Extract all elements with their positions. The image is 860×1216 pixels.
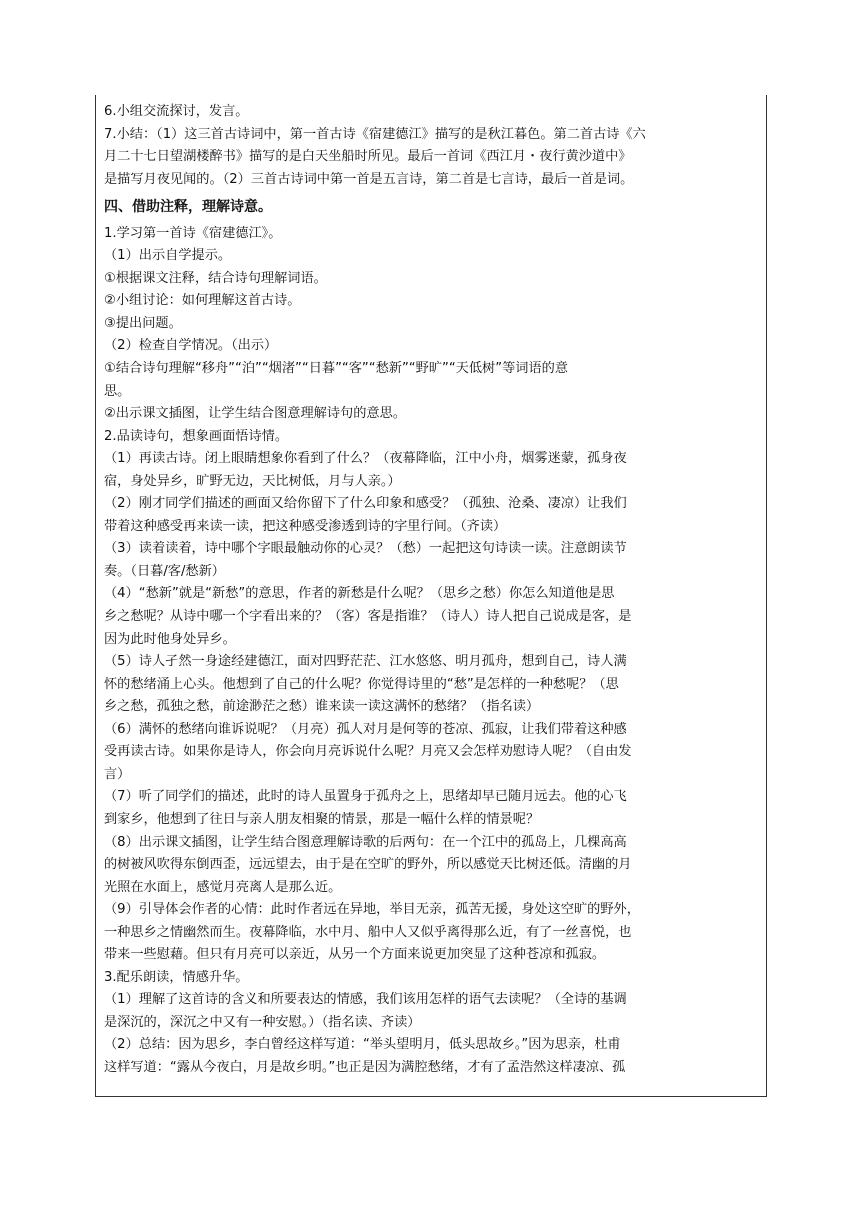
- text-line: 7.小结：（1）这三首古诗词中，第一首古诗《宿建德江》描写的是秋江暮色。第二首古诗《六: [104, 126, 646, 142]
- text-line: （6）满怀的愁绪向谁诉说呢？（月亮）孤人对月是何等的苍凉、孤寂，让我们带着这种感: [104, 721, 627, 737]
- text-line: （2）总结：因为思乡，李白曾经这样写道：“举头望明月，低头思故乡。”因为思亲，杜甫: [104, 1037, 621, 1053]
- table-cell: [95, 95, 767, 1097]
- text-line: （8）出示课文插图，让学生结合图意理解诗歌的后两句：在一个江中的孤岛上，几棵高高: [104, 834, 627, 850]
- text-line: 带着这种感受再来读一读，把这种感受渗透到诗的字里行间。（齐读）: [104, 518, 507, 534]
- text-line: （9）引导体会作者的心情：此时作者远在异地，举目无亲，孤苦无援，身处这空旷的野外，: [104, 902, 640, 918]
- lesson-content: [104, 223, 761, 1080]
- text-line: ③提出问题。: [104, 315, 182, 331]
- text-line: 1.学习第一首诗《宿建德江》。: [104, 225, 282, 241]
- text-line: 6.小组交流探讨，发言。: [104, 104, 249, 119]
- text-line: 受再读古诗。如果你是诗人，你会向月亮诉说什么呢？月亮又会怎样劝慰诗人呢？（自由发: [104, 744, 632, 760]
- text-line: 到家乡，他想到了往日与亲人朋友相聚的情景，那是一幅什么样的情景呢？: [104, 811, 540, 827]
- section-heading: 四、借助注释，理解诗意。: [104, 199, 272, 216]
- text-line: 乡之愁，孤独之愁，前途渺茫之愁）谁来读一读这满怀的愁绪？（指名读）: [104, 699, 540, 715]
- text-line: （5）诗人孑然一身途经建德江，面对四野茫茫、江水悠悠、明月孤舟，想到自己，诗人满: [104, 654, 627, 670]
- text-line: 月二十七日望湖楼醉书》描写的是白天坐船时所见。最后一首词《西江月・夜行黄沙道中》: [104, 149, 632, 165]
- text-line: 一种思乡之情幽然而生。夜幕降临，水中月、船中人又似乎离得那么近，有了一丝喜悦，也: [104, 924, 632, 940]
- summary-section: [104, 101, 761, 191]
- text-line: （4）“愁新”就是“新愁”的意思，作者的新愁是什么呢？（思乡之愁）你怎么知道他是思: [104, 586, 615, 602]
- text-line: （1）理解了这首诗的含义和所要表达的情感，我们该用怎样的语气去读呢？（全诗的基调: [104, 992, 627, 1008]
- text-line: 这样写道：“露从今夜白，月是故乡明。”也正是因为满腔愁绪，才有了孟浩然这样凄凉、孤: [104, 1059, 626, 1075]
- text-line: （1）再读古诗。闭上眼睛想象你看到了什么？（夜幕降临，江中小舟，烟雾迷蒙，孤身夜: [104, 451, 627, 467]
- text-line: 光照在水面上，感觉月亮离人是那么近。: [104, 879, 342, 895]
- text-line: ①结合诗句理解“移舟”“泊”“烟渚”“日暮”“客”“愁新”“野旷”“天低树”等词语的意: [104, 361, 569, 377]
- text-line: ②小组讨论：如何理解这首古诗。: [104, 293, 301, 309]
- text-line: 是描写月夜见闻的。（2）三首古诗词中第一首是五言诗，第二首是七言诗，最后一首是词。: [104, 171, 634, 187]
- text-line: ①根据课文注释，结合诗句理解词语。: [104, 270, 327, 286]
- text-line: ②出示课文插图，让学生结合图意理解诗句的意思。: [104, 406, 406, 422]
- text-line: 奏。（日暮/客/愁新）: [104, 563, 225, 579]
- text-line: 2.品读诗句，想象画面悟诗情。: [104, 428, 289, 444]
- text-line: 因为此时他身处异乡。: [104, 631, 236, 647]
- text-line: 思。: [104, 383, 131, 399]
- text-line: 3.配乐朗读，情感升华。: [104, 969, 249, 985]
- text-line: （3）读着读着，诗中哪个字眼最触动你的心灵？（愁）一起把这句诗读一读。注意朗读节: [104, 541, 627, 557]
- text-line: 怀的愁绪涌上心头。他想到了自己的什么呢？你觉得诗里的“愁”是怎样的一种愁呢？（思: [104, 676, 619, 692]
- text-line: 言）: [104, 766, 131, 782]
- text-line: 的树被风吹得东倒西歪，远远望去，由于是在空旷的野外，所以感觉天比树还低。清幽的月: [104, 857, 632, 873]
- text-line: 带来一些慰藉。但只有月亮可以亲近，从另一个方面来说更加突显了这种苍凉和孤寂。: [104, 947, 606, 963]
- text-line: （2）刚才同学们描述的画面又给你留下了什么印象和感受？（孤独、沧桑、凄凉）让我们: [104, 496, 627, 512]
- text-line: （1）出示自学提示。: [104, 248, 232, 264]
- text-line: 是深沉的，深沉之中又有一种安慰。）（指名读、齐读）: [104, 1014, 421, 1030]
- text-line: （7）听了同学们的描述，此时的诗人虽置身于孤舟之上，思绪却早已随月远去。他的心飞: [104, 789, 627, 805]
- text-line: （2）检查自学情况。（出示）: [104, 338, 278, 354]
- text-line: 乡之愁呢？从诗中哪一个字看出来的？（客）客是指谁？（诗人）诗人把自己说成是客，是: [104, 609, 632, 625]
- text-line: 宿，身处异乡，旷野无边，天比树低，月与人亲。）: [104, 473, 401, 489]
